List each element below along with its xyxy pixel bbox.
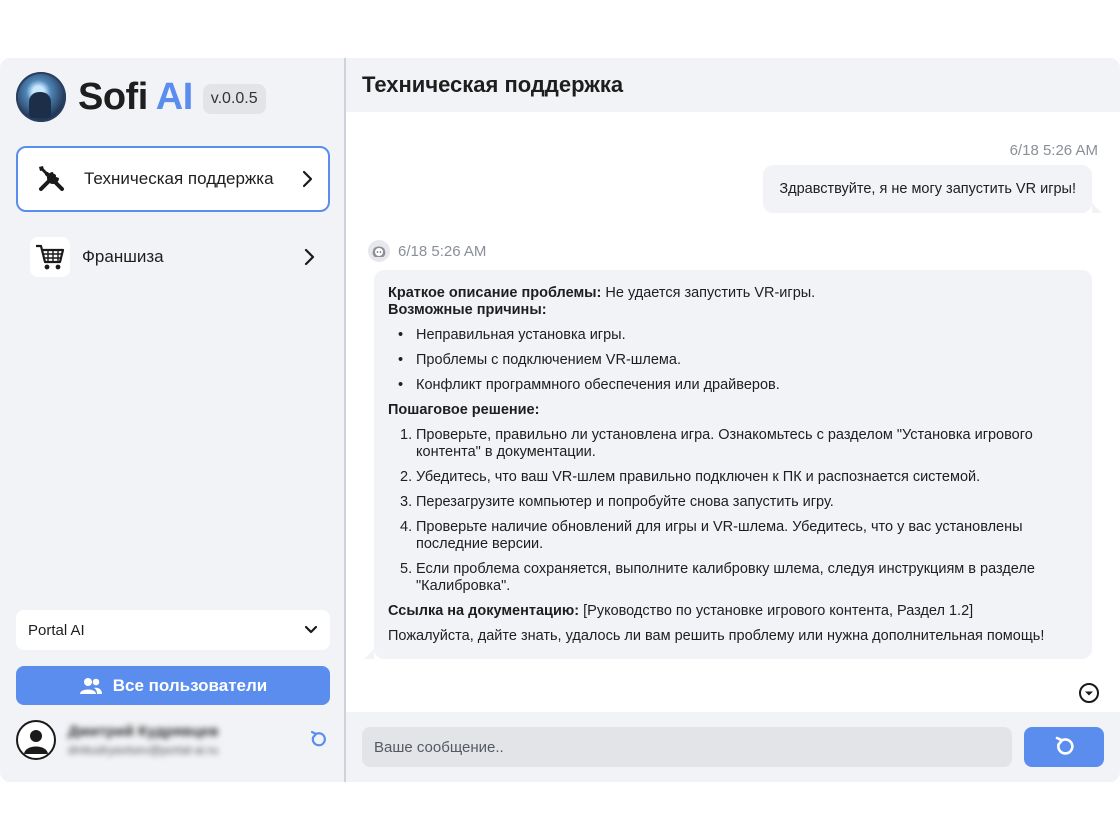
users-icon	[79, 677, 103, 695]
portal-select[interactable]	[16, 610, 330, 650]
causes-heading	[388, 302, 1080, 319]
list-item: • Проблемы с подключением VR-шлема.	[388, 352, 1080, 369]
user-message-timestamp: 6/18 5:26 AM	[1009, 142, 1098, 159]
chevron-right-icon	[290, 237, 330, 277]
user-info	[68, 723, 306, 757]
current-user	[16, 718, 330, 762]
summary-text: Не удается запустить VR-игры.	[601, 285, 816, 301]
scroll-down-icon[interactable]	[1078, 682, 1100, 704]
bot-message-bubble	[374, 270, 1092, 659]
step-number: 4.	[400, 519, 413, 535]
steps-label: Пошаговое решение:	[388, 402, 540, 418]
causes-list	[388, 327, 1080, 394]
step-text: Если проблема сохраняется, выполните калибровку шлема, следуя инструкциям в разделе "Калибровка".	[416, 561, 1035, 594]
chevron-down-icon	[304, 622, 318, 639]
steps-list	[388, 427, 1080, 595]
page-title: Техническая поддержка	[346, 58, 1120, 112]
step-number: 3.	[400, 494, 413, 510]
all-users-button[interactable]	[16, 666, 330, 705]
all-users-label: Все пользователи	[112, 675, 268, 695]
doc-label: Ссылка на документацию:	[388, 603, 580, 619]
brand-name-text: Sofi	[78, 75, 148, 118]
message-composer	[346, 712, 1120, 782]
refresh-icon	[1053, 736, 1075, 758]
list-item	[388, 427, 1080, 461]
user-name: Дмитрий Кудрявцев	[68, 723, 219, 740]
sidebar-item-label: Техническая поддержка	[84, 169, 274, 188]
step-text: Проверьте наличие обновлений для игры и VR-шлема. Убедитесь, что у вас установлены последние версии.	[416, 519, 1023, 552]
doc-link-line	[388, 603, 1080, 620]
user-message-bubble: Здравствуйте, я не могу запустить VR игры!	[763, 165, 1092, 213]
main-panel	[346, 58, 1120, 782]
closing-text: Пожалуйста, дайте знать, удалось ли вам решить проблему или нужна дополнительная помощь!	[388, 628, 1045, 644]
list-item: • Конфликт программного обеспечения или драйверов.	[388, 377, 1080, 394]
cart-icon	[30, 237, 70, 277]
step-number: 2.	[400, 469, 413, 485]
bot-message-timestamp: 6/18 5:26 AM	[398, 242, 487, 260]
refresh-icon[interactable]	[306, 728, 330, 752]
tools-icon	[32, 159, 72, 199]
step-text: Проверьте, правильно ли установлена игра. Ознакомьтесь с разделом "Установка игрового контента" в документации.	[416, 427, 1033, 460]
portal-select-value: Portal AI	[28, 621, 85, 639]
sidebar-item-franchise[interactable]	[16, 224, 330, 290]
sidebar	[0, 58, 346, 782]
brand-name-accent: AI	[155, 75, 193, 118]
list-item	[388, 469, 1080, 486]
brand	[16, 72, 266, 122]
list-item	[388, 494, 1080, 511]
sidebar-item-tech-support[interactable]	[16, 146, 330, 212]
steps-heading	[388, 402, 1080, 419]
user-email: dmkudryavtsev@portal-ai.ru	[68, 743, 219, 757]
send-button[interactable]	[1024, 727, 1104, 767]
app-window	[0, 58, 1120, 782]
brand-name	[78, 76, 193, 119]
version-badge: v.0.0.5	[203, 84, 266, 114]
summary-line	[388, 285, 1080, 302]
bot-message-meta	[368, 240, 486, 262]
doc-link[interactable]: [Руководство по установке игрового контента, Раздел 1.2]	[579, 603, 974, 619]
step-text: Перезагрузите компьютер и попробуйте снова запустить игру.	[416, 494, 834, 510]
chat-area	[346, 112, 1120, 712]
list-item	[388, 561, 1080, 595]
summary-label: Краткое описание проблемы:	[388, 285, 602, 301]
avatar[interactable]	[16, 720, 56, 760]
logo-avatar	[16, 72, 66, 122]
list-item	[388, 519, 1080, 553]
bot-avatar-icon	[368, 240, 390, 262]
chevron-right-icon	[288, 159, 328, 199]
step-text: Убедитесь, что ваш VR-шлем правильно подключен к ПК и распознается системой.	[416, 469, 981, 485]
sidebar-item-label: Франшиза	[82, 247, 164, 266]
list-item: • Неправильная установка игры.	[388, 327, 1080, 344]
step-number: 5.	[400, 561, 413, 577]
step-number: 1.	[400, 427, 413, 443]
causes-label: Возможные причины:	[388, 302, 547, 318]
message-input[interactable]	[362, 727, 1012, 767]
